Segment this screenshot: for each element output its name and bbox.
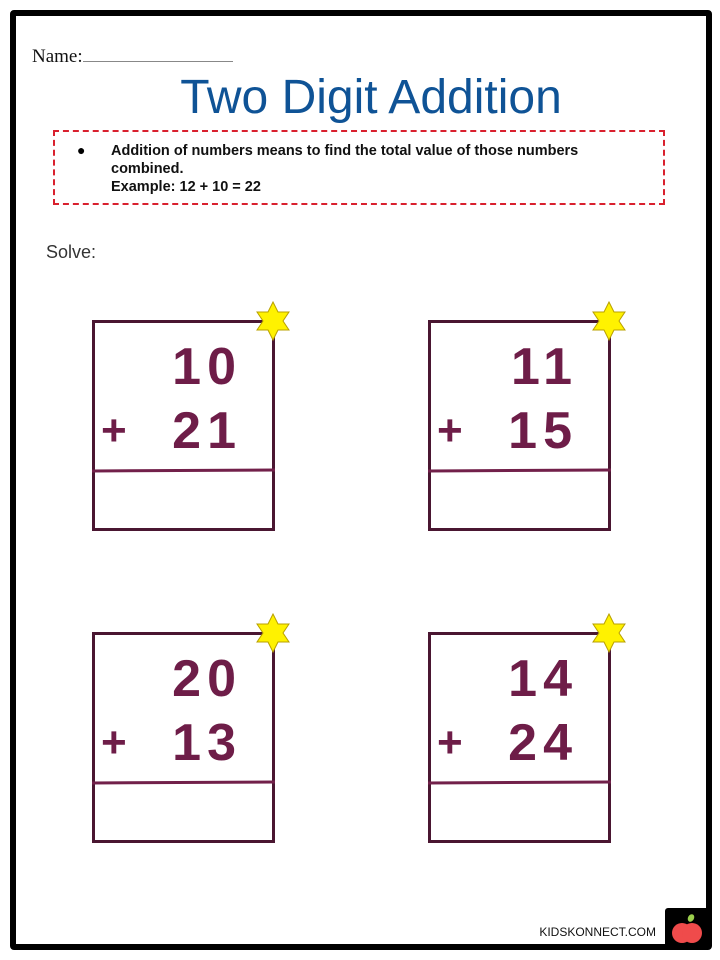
plus-sign: +: [437, 718, 463, 767]
apple-icon: [665, 908, 709, 950]
answer-line: [428, 781, 611, 785]
plus-sign: +: [437, 406, 463, 455]
answer-line: [92, 781, 275, 785]
bottom-number: 13: [172, 714, 242, 772]
name-blank-line[interactable]: [83, 43, 233, 62]
problem-card: [92, 320, 275, 531]
top-number: 11: [511, 338, 578, 396]
solve-label: Solve:: [46, 242, 97, 262]
page-title: Two Digit Addition: [180, 71, 562, 124]
logo-box: [665, 908, 709, 950]
star-icon: [592, 613, 626, 653]
star-icon: [256, 301, 290, 341]
top-number: 10: [172, 338, 242, 396]
problem-card: [92, 632, 275, 843]
bullet-icon: ●: [77, 142, 86, 158]
answer-line: [92, 469, 275, 473]
definition-text: [111, 142, 651, 196]
example: Example: 12 + 10 = 22: [111, 179, 261, 195]
top-number: 20: [172, 650, 242, 708]
bottom-number: 21: [172, 402, 242, 460]
bottom-number: 15: [508, 402, 578, 460]
problem-card: [428, 320, 611, 531]
star-icon: [592, 301, 626, 341]
plus-sign: +: [101, 406, 127, 455]
problem-card: [428, 632, 611, 843]
star-icon: [256, 613, 290, 653]
name-label: Name:: [32, 46, 83, 67]
answer-line: [428, 469, 611, 473]
name-field[interactable]: [32, 43, 233, 68]
plus-sign: +: [101, 718, 127, 767]
definition: Addition of numbers means to find the total value of those numbers combined.: [111, 143, 579, 177]
bottom-number: 24: [508, 714, 578, 772]
top-number: 14: [508, 650, 578, 708]
definition-box: [53, 130, 665, 205]
footer-site: KIDSKONNECT.COM: [539, 925, 656, 939]
